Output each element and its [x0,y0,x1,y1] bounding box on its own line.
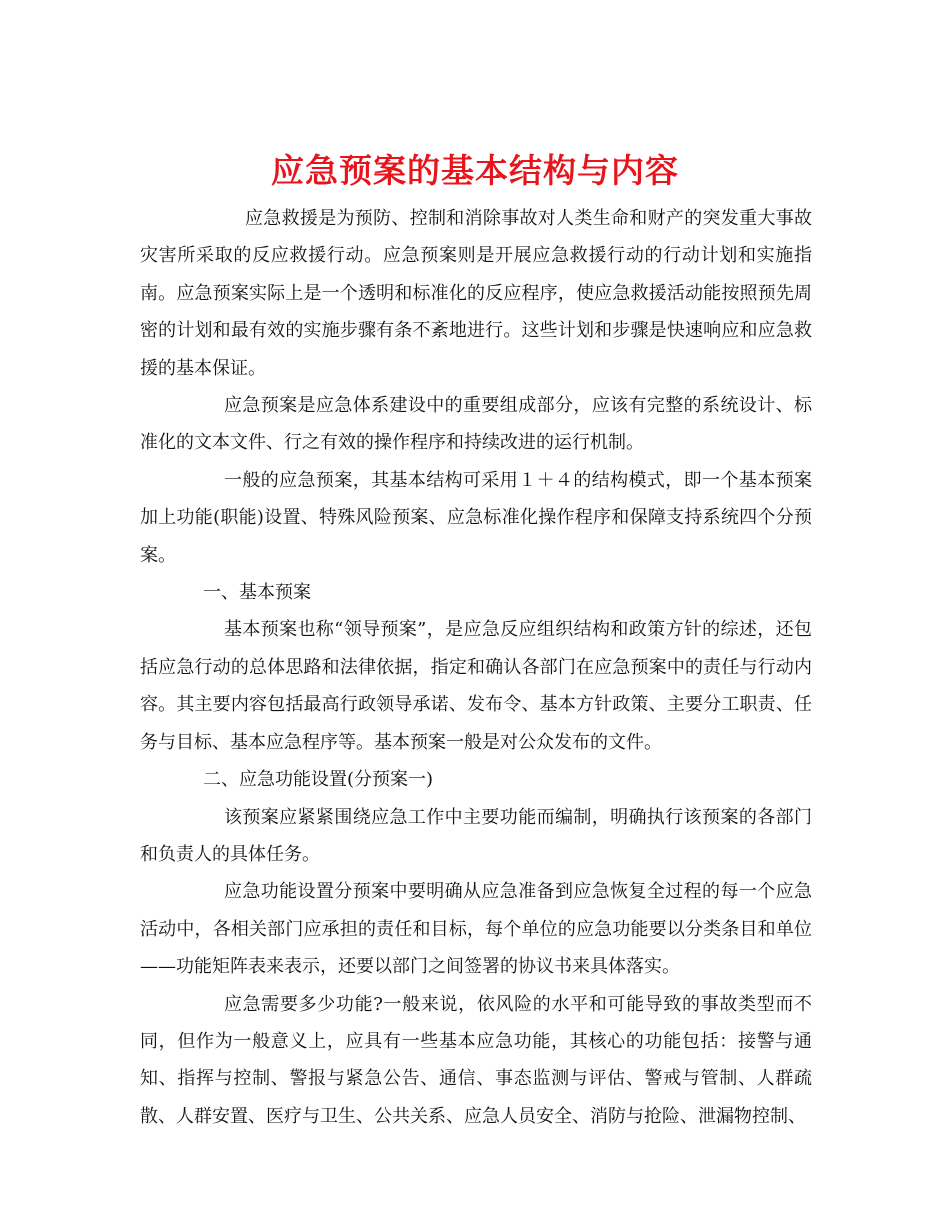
section-heading-basic-plan: 一、基本预案 [203,582,311,604]
paragraph-structure: 一般的应急预案，其基本结构可采用１＋４的结构模式，即一个基本预案加上功能(职能)设置、特殊风险预案、应急标准化操作程序和保障支持系统四个分预案。 [140,469,812,566]
paragraph-function-detail: 应急功能设置分预案中要明确从应急准备到应急恢复全过程的每一个应急活动中，各相关部门应承担的责任和目标，每个单位的应急功能要以分类条目和单位——功能矩阵表来表示，还要以部门之间签署的协议书来具体落实。 [140,881,812,978]
section-heading-function-setup: 二、应急功能设置(分预案一) [203,769,434,791]
paragraph-intro: 应急救援是为预防、控制和消除事故对人类生命和财产的突发重大事故灾害所采取的反应救援行动。应急预案则是开展应急救援行动的行动计划和实施指南。应急预案实际上是一个透明和标准化的反应程序，使应急救援活动能按照预先周密的计划和最有效的实施步骤有条不紊地进行。这些计划和步骤是快速响应和应急救援的基本保证。 [140,208,812,379]
document-title: 应急预案的基本结构与内容 [271,151,679,191]
paragraph-system: 应急预案是应急体系建设中的重要组成部分，应该有完整的系统设计、标准化的文本文件、行之有效的操作程序和持续改进的运行机制。 [140,395,812,454]
paragraph-function-plan: 该预案应紧紧围绕应急工作中主要功能而编制，明确执行该预案的各部门和负责人的具体任务。 [140,806,812,865]
paragraph-core-functions: 应急需要多少功能?一般来说，依风险的水平和可能导致的事故类型而不同，但作为一般意义上，应具有一些基本应急功能，其核心的功能包括：接警与通知、指挥与控制、警报与紧急公告、通信、事态监测与评估、警戒与管制、人群疏散、人群安置、医疗与卫生、公共关系、应急人员安全、消防与抢险、泄漏物控制、 [140,993,812,1127]
paragraph-basic-plan: 基本预案也称“领导预案”，是应急反应组织结构和政策方针的综述，还包括应急行动的总体思路和法律依据，指定和确认各部门在应急预案中的责任与行动内容。其主要内容包括最高行政领导承诺、发布令、基本方针政策、主要分工职责、任务与目标、基本应急程序等。基本预案一般是对公众发布的文件。 [140,619,812,753]
document-body [140,200,812,1135]
